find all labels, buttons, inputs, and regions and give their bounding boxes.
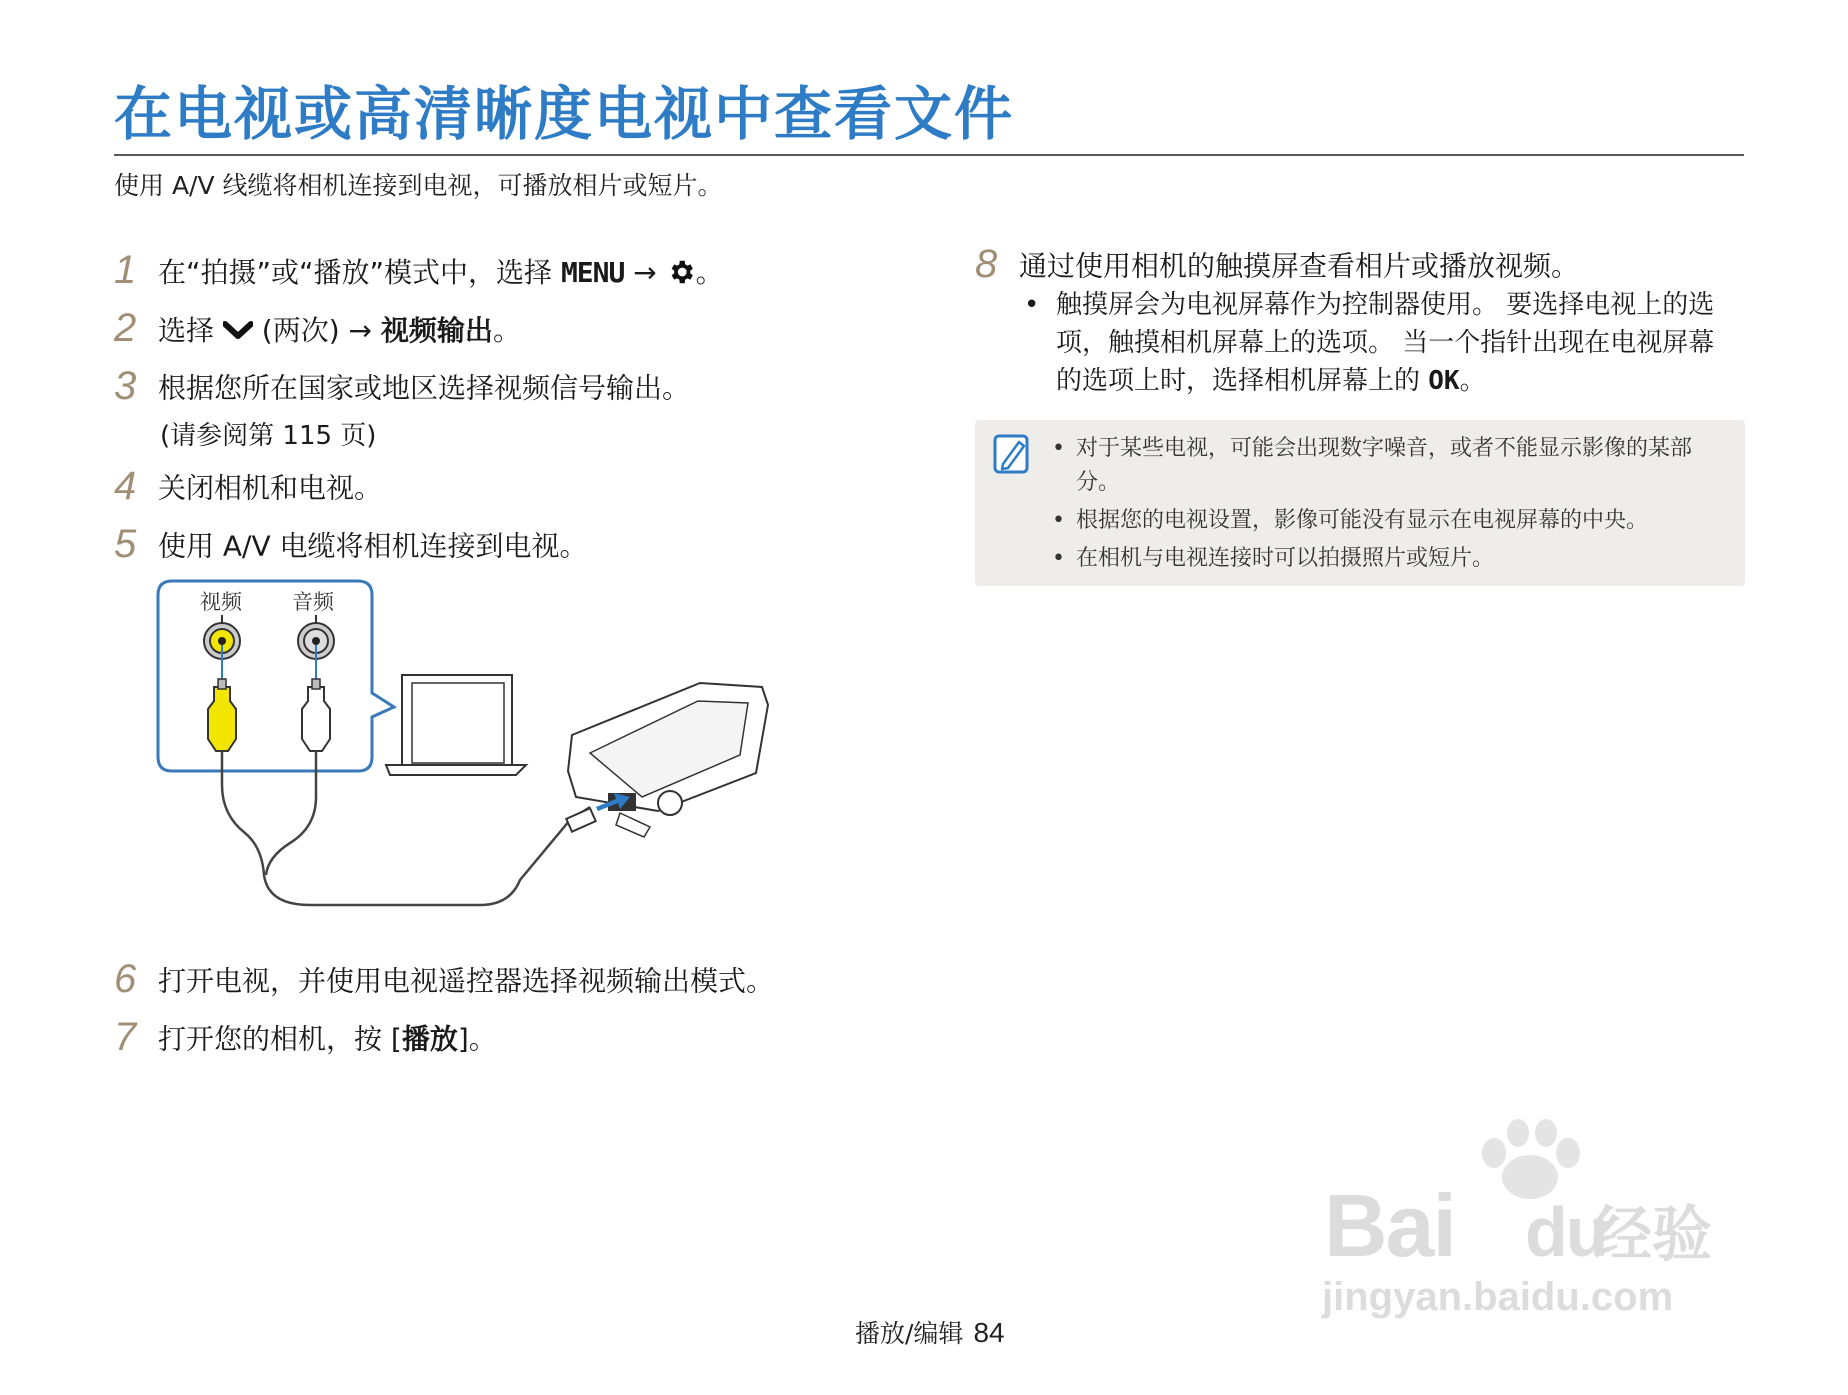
camera-illustration <box>568 683 768 837</box>
bullet-text: 。 <box>1459 366 1486 396</box>
watermark-brand-a: Bai <box>1324 1176 1455 1275</box>
step-text: 关闭相机和电视。 <box>158 471 383 505</box>
step-7 <box>114 1015 497 1060</box>
step-8 <box>975 242 1579 287</box>
list-item: • 根据您的电视设置，影像可能没有显示在电视屏幕的中央。 <box>1052 504 1702 538</box>
step-text-part: 选择 <box>158 313 223 347</box>
step-number: 2 <box>114 306 137 350</box>
step-1 <box>114 248 724 293</box>
step-text: 通过使用相机的触摸屏查看相片或播放视频。 <box>1019 249 1580 283</box>
step-number: 5 <box>114 522 137 566</box>
bullet-text: 触摸屏会为电视屏幕作为控制器使用。 要选择电视上的选项，触摸相机屏幕上的选项。 当一个指针出现在电视屏幕的选项上时，选择相机屏幕上的 <box>1056 290 1715 396</box>
step-2 <box>114 306 521 351</box>
title-divider <box>114 154 1744 156</box>
step-number: 4 <box>114 464 137 508</box>
step-number: 3 <box>114 364 137 408</box>
chevron-down-icon <box>223 319 253 341</box>
playback-button-label: 播放 <box>401 1022 458 1056</box>
usb-connector <box>566 808 595 831</box>
watermark-brand-cn: 经验 <box>1592 1200 1712 1270</box>
step-text-part: ]。 <box>457 1022 497 1056</box>
step-text <box>158 314 521 347</box>
settings-gear-icon <box>666 257 696 287</box>
watermark-brand <box>1324 1175 1606 1277</box>
step-text-part: 打开您的相机，按 [ <box>158 1022 402 1056</box>
page-subtitle: 使用 A/V 线缆将相机连接到电视，可播放相片或短片。 <box>114 171 723 200</box>
watermark-url: jingyan.baidu.com <box>1322 1275 1674 1319</box>
step-text-part: 。 <box>492 313 521 347</box>
step-6 <box>114 957 774 1002</box>
step-number: 1 <box>114 248 137 292</box>
ok-button-label: OK <box>1428 366 1460 396</box>
step-number: 8 <box>975 242 998 286</box>
step-text-part: 。 <box>695 255 724 289</box>
baidu-watermark <box>1310 1115 1750 1345</box>
step-number: 7 <box>114 1015 137 1059</box>
note-pencil-icon <box>993 434 1033 476</box>
tv-illustration <box>386 675 526 775</box>
list-item: • 在相机与电视连接时可以拍摄照片或短片。 <box>1052 542 1702 576</box>
callout-box <box>158 581 394 771</box>
video-jack-label: 视频 <box>200 590 242 614</box>
note-list <box>1052 432 1702 580</box>
step-3 <box>114 364 690 452</box>
audio-jack-label: 音频 <box>292 590 334 614</box>
video-out-label: 视频输出 <box>380 313 493 347</box>
step-4 <box>114 464 382 509</box>
arrow-text: → <box>624 255 666 289</box>
step-text <box>158 1023 497 1056</box>
step-8-bullets <box>1020 286 1740 400</box>
step-text: 打开电视，并使用电视遥控器选择视频输出模式。 <box>158 964 775 998</box>
page-footer <box>855 1314 1005 1350</box>
av-connection-diagram <box>150 575 790 915</box>
step-number: 6 <box>114 957 137 1001</box>
step-text: 使用 A/V 电缆将相机连接到电视。 <box>158 529 588 563</box>
menu-button-label: MENU <box>560 255 625 289</box>
step-5 <box>114 522 588 567</box>
list-item: • 对于某些电视，可能会出现数字噪音，或者不能显示影像的某部分。 <box>1052 432 1702 500</box>
footer-section: 播放/编辑 <box>855 1319 964 1348</box>
note-box <box>975 420 1745 586</box>
step-subtext: (请参阅第 115 页) <box>160 421 377 451</box>
page-title: 在电视或高清晰度电视中查看文件 <box>114 80 1015 148</box>
step-text-part: (两次) → <box>252 313 381 347</box>
step-text: 根据您所在国家或地区选择视频信号输出。 <box>158 371 691 405</box>
step-text-part: 在“拍摄”或“播放”模式中，选择 <box>158 255 561 289</box>
page-number: 84 <box>973 1317 1005 1348</box>
step-text <box>158 256 724 289</box>
watermark-brand-b: du <box>1524 1193 1607 1271</box>
list-item <box>1020 286 1740 400</box>
